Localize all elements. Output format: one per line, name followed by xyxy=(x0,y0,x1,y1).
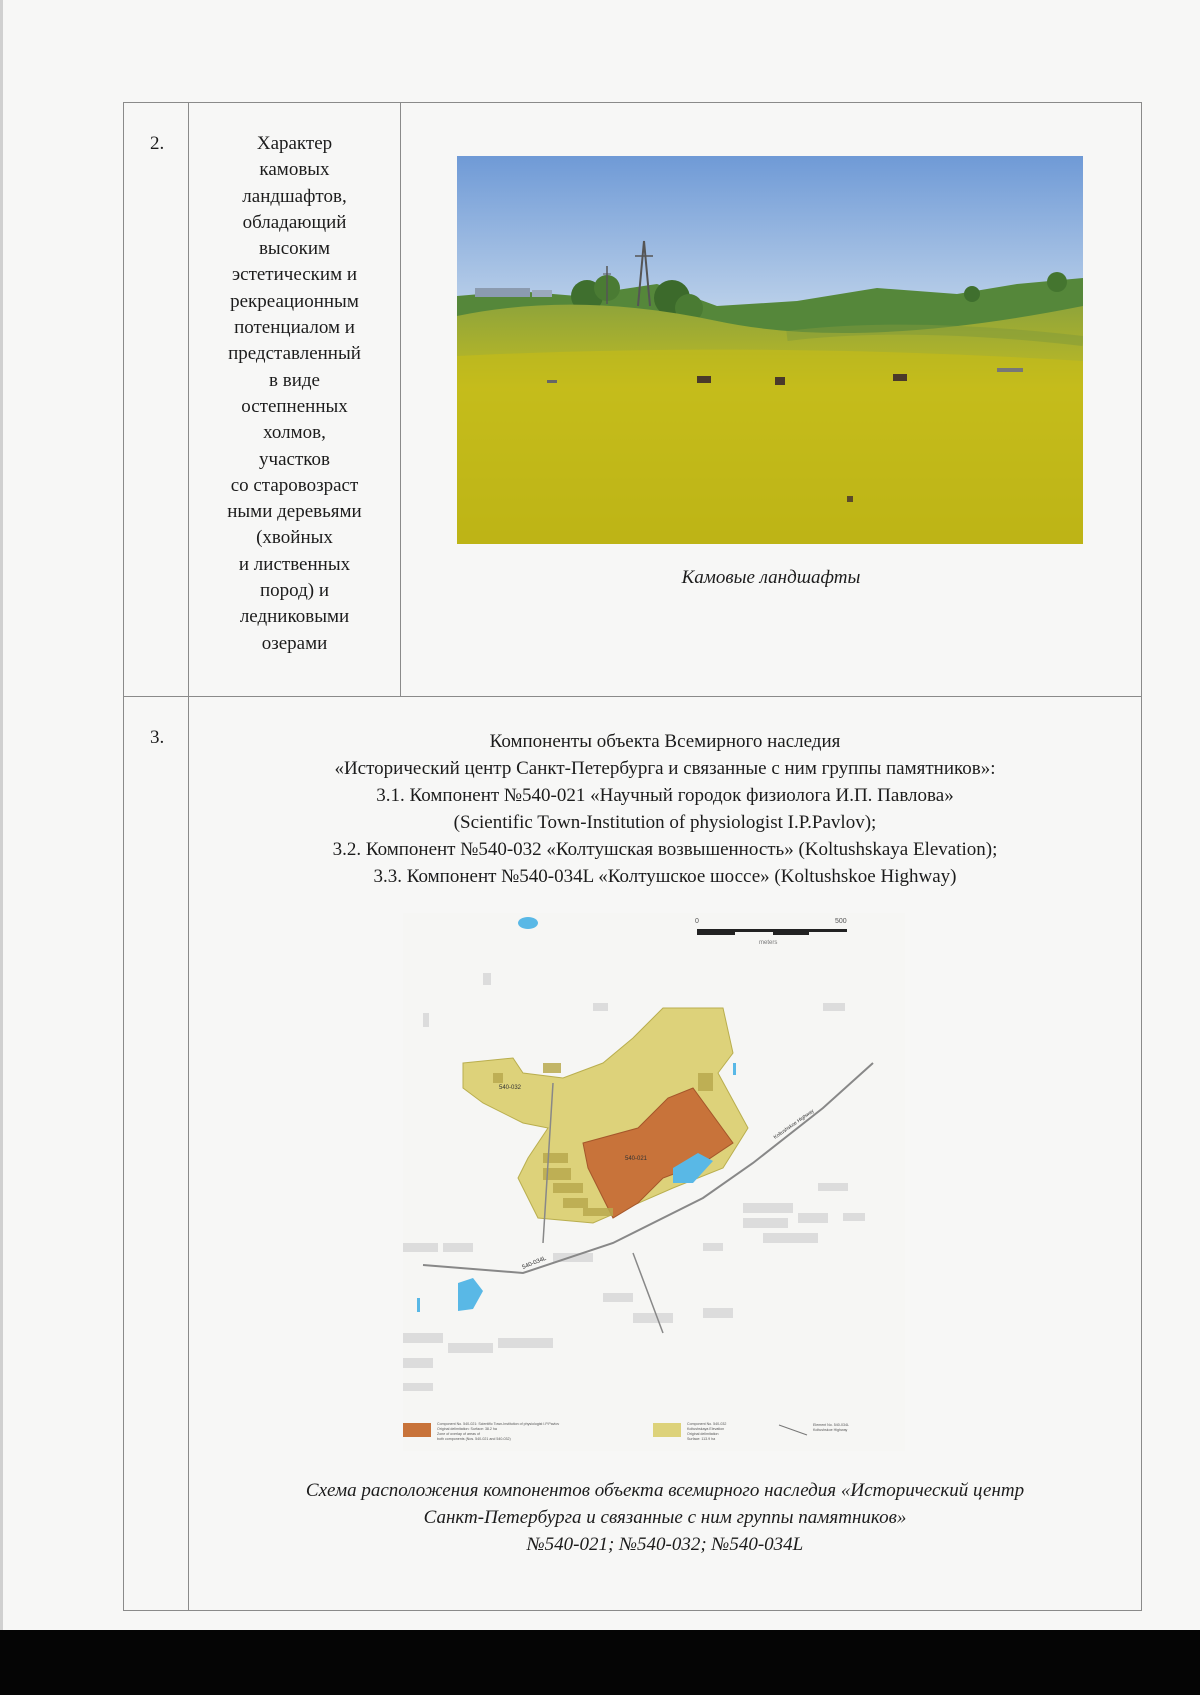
landscape-photo xyxy=(457,156,1083,544)
label-line: озерами xyxy=(261,632,328,654)
caption-line: Схема расположения компонентов объекта всемирного наследия «Исторический центр xyxy=(305,1480,1025,1501)
heading-line: 3.2. Компонент №540-032 «Колтушская возвышенность» (Koltushskaya Elevation); xyxy=(332,839,998,860)
heading-line: 3.3. Компонент №540-034L «Колтушское шоссе» (Koltushskoe Highway) xyxy=(373,866,957,887)
lake-shape xyxy=(518,917,538,929)
document-table xyxy=(123,102,1142,1611)
label-line: остепненных xyxy=(241,395,348,417)
legend-text: Component No. 540-021: Scientific Town-Institution of physiologist I.P.Pavlov xyxy=(437,1422,560,1426)
label-line: высоким xyxy=(258,238,331,260)
row-label xyxy=(189,103,401,697)
road-label: Koltushskoe Highway xyxy=(772,1108,816,1141)
map-caption xyxy=(189,1477,1141,1558)
components-cell xyxy=(189,697,1142,1611)
components-map xyxy=(403,913,905,1451)
label-line: Характер xyxy=(256,133,333,154)
scan-bottom-band xyxy=(0,1630,1200,1695)
zone-label: 540-032 xyxy=(499,1085,522,1091)
caption-line: Санкт-Петербурга и связанные с ним группы памятников» xyxy=(423,1507,907,1528)
table-row xyxy=(124,697,1142,1611)
label-line: и лиственных xyxy=(238,553,351,575)
zone-label: 540-021 xyxy=(625,1156,648,1162)
heading-line: Компоненты объекта Всемирного наследия xyxy=(489,731,841,752)
label-line: камовых xyxy=(259,159,330,181)
row-number: 2. xyxy=(124,103,189,697)
legend-text: Element No. 540-034L xyxy=(813,1423,849,1427)
legend-text: Component No. 540-032 xyxy=(687,1422,727,1426)
scale-unit-label: meters xyxy=(759,940,778,946)
label-line: обладающий xyxy=(242,211,347,233)
zone-label: 540-034L xyxy=(521,1255,548,1271)
photo-cell xyxy=(401,103,1142,697)
label-line: холмов, xyxy=(263,422,326,444)
scale-start-label: 0 xyxy=(695,918,699,925)
page-edge xyxy=(0,0,3,1630)
label-line: эстетическим и xyxy=(231,264,358,286)
heading-line: 3.1. Компонент №540-021 «Научный городок физиолога И.П. Павлова» xyxy=(376,785,954,806)
legend-text: Original delimitation: Surface: 38.2 ha xyxy=(437,1427,497,1431)
caption-line: №540-021; №540-032; №540-034L xyxy=(526,1534,804,1555)
label-line: со старовозраст xyxy=(230,474,359,496)
legend-text: both components (Nos. 540-021 and 540-032) xyxy=(437,1437,511,1441)
legend-text: Surface: 113.9 ha xyxy=(687,1437,716,1441)
label-line: ледниковыми xyxy=(239,606,350,628)
scale-end-label: 500 xyxy=(835,918,847,925)
legend-text: Koltushskaya Elevation xyxy=(687,1427,725,1431)
legend-text: Koltushskoe Highway xyxy=(813,1428,848,1432)
legend-text: Original delimitation xyxy=(687,1432,719,1436)
label-line: в виде xyxy=(269,369,320,391)
label-line: ландшафтов, xyxy=(242,185,347,207)
label-line: рекреационным xyxy=(230,290,359,312)
components-heading xyxy=(189,728,1141,890)
photo-caption: Камовые ландшафты xyxy=(681,567,861,588)
label-line: участков xyxy=(259,448,330,470)
heading-line: (Scientific Town-Institution of physiologist I.P.Pavlov); xyxy=(453,812,877,833)
label-line: потенциалом и xyxy=(234,317,355,339)
table-row xyxy=(124,103,1142,697)
label-line: представленный xyxy=(228,343,361,365)
heading-line: «Исторический центр Санкт-Петербурга и связанные с ним группы памятников»: xyxy=(334,758,996,779)
legend-text: Zone of overlap of areas of xyxy=(437,1432,480,1436)
label-line: (хвойных xyxy=(256,527,333,549)
label-line: пород) и xyxy=(259,580,330,602)
label-line: ными деревьями xyxy=(227,501,362,523)
row-number: 3. xyxy=(124,697,189,1611)
